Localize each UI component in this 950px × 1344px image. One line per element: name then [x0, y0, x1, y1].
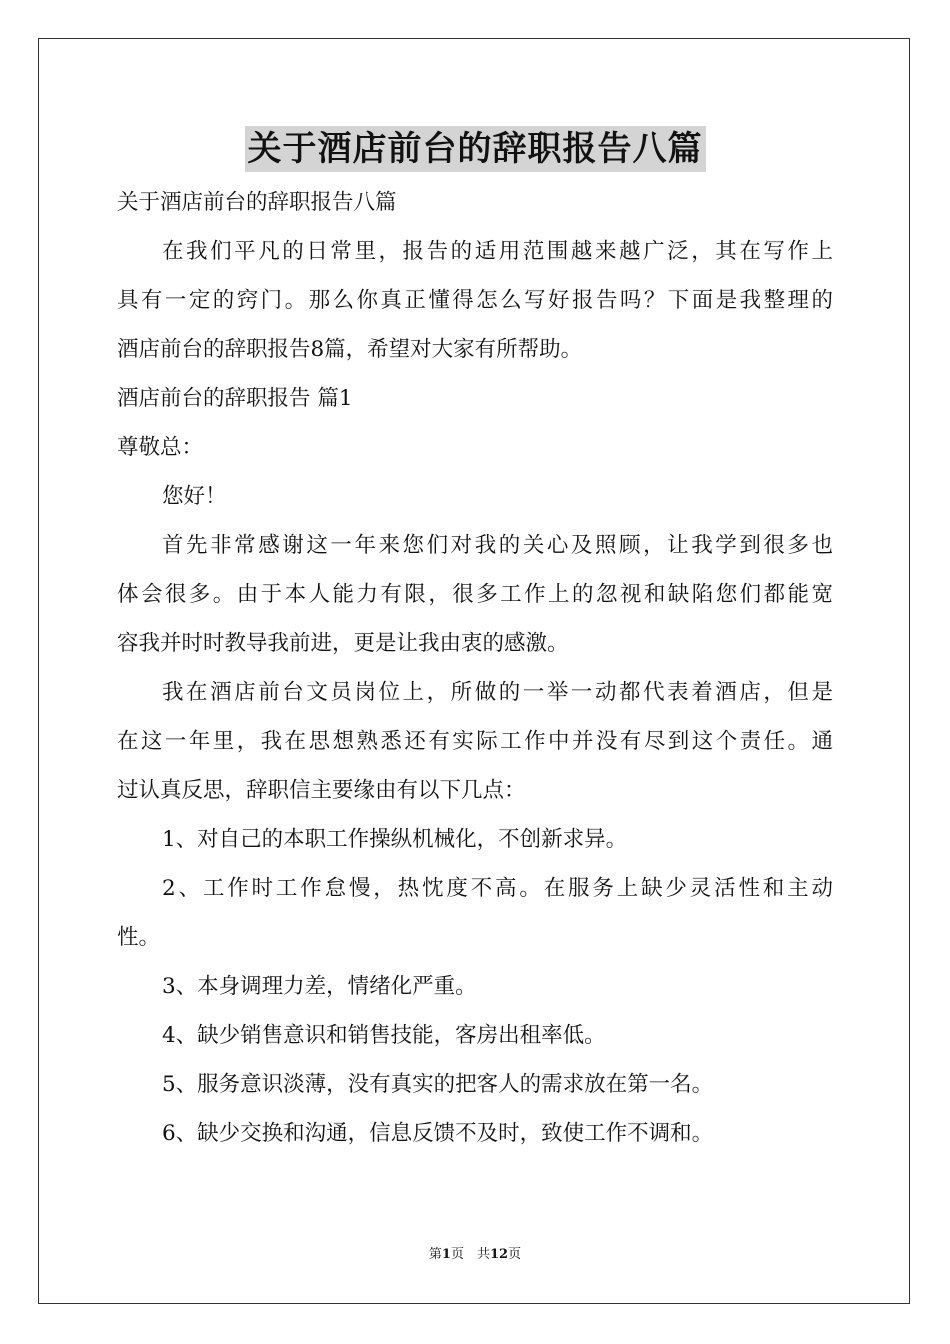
document-body	[117, 178, 833, 1158]
paragraph-line: 具有一定的窍门。那么你真正懂得怎么写好报告吗？下面是我整理的	[117, 288, 833, 313]
page-mid: 页 共	[450, 1247, 490, 1262]
paragraph-line: 在我们平凡的日常里，报告的适用范围越来越广泛，其在写作上	[162, 239, 833, 264]
paragraph-line: 在这一年里，我在思想熟悉还有实际工作中并没有尽到这个责任。通	[117, 729, 833, 754]
list-item-continuation: 性。	[117, 925, 161, 950]
page-total: 12	[489, 1247, 509, 1262]
list-item: 3、本身调理力差，情绪化严重。	[162, 974, 477, 999]
paragraph-line: 酒店前台的辞职报告8篇，希望对大家有所帮助。	[117, 337, 583, 362]
list-item: 6、缺少交换和沟通，信息反馈不及时，致使工作不调和。	[162, 1121, 714, 1146]
paragraph-line: 体会很多。由于本人能力有限，很多工作上的忽视和缺陷您们都能宽	[117, 582, 833, 607]
document-title: 关于酒店前台的辞职报告八篇	[245, 126, 706, 172]
paragraph-line: 过认真反思，辞职信主要缘由有以下几点：	[117, 778, 526, 803]
list-item: 4、缺少销售意识和销售技能，客房出租率低。	[162, 1023, 606, 1048]
page-prefix: 第	[428, 1247, 442, 1262]
section-heading: 酒店前台的辞职报告 篇1	[117, 386, 353, 411]
greeting: 您好！	[162, 484, 227, 509]
paragraph-line: 首先非常感谢这一年来您们对我的关心及照顾，让我学到很多也	[162, 533, 833, 558]
page-suffix: 页	[508, 1247, 522, 1262]
salutation: 尊敬总：	[117, 435, 204, 460]
paragraph-line: 我在酒店前台文员岗位上，所做的一举一动都代表着酒店，但是	[162, 680, 833, 705]
page-footer	[0, 1246, 950, 1264]
title-container	[0, 126, 950, 172]
page-number: 1	[441, 1247, 451, 1262]
list-item: 2、工作时工作怠慢，热忱度不高。在服务上缺少灵活性和主动	[162, 876, 833, 901]
paragraph-line: 容我并时时教导我前进，更是让我由衷的感激。	[117, 631, 569, 656]
list-item: 5、服务意识淡薄，没有真实的把客人的需求放在第一名。	[162, 1072, 714, 1097]
list-item: 1、对自己的本职工作操纵机械化，不创新求异。	[162, 827, 628, 852]
subtitle-line: 关于酒店前台的辞职报告八篇	[117, 190, 397, 215]
